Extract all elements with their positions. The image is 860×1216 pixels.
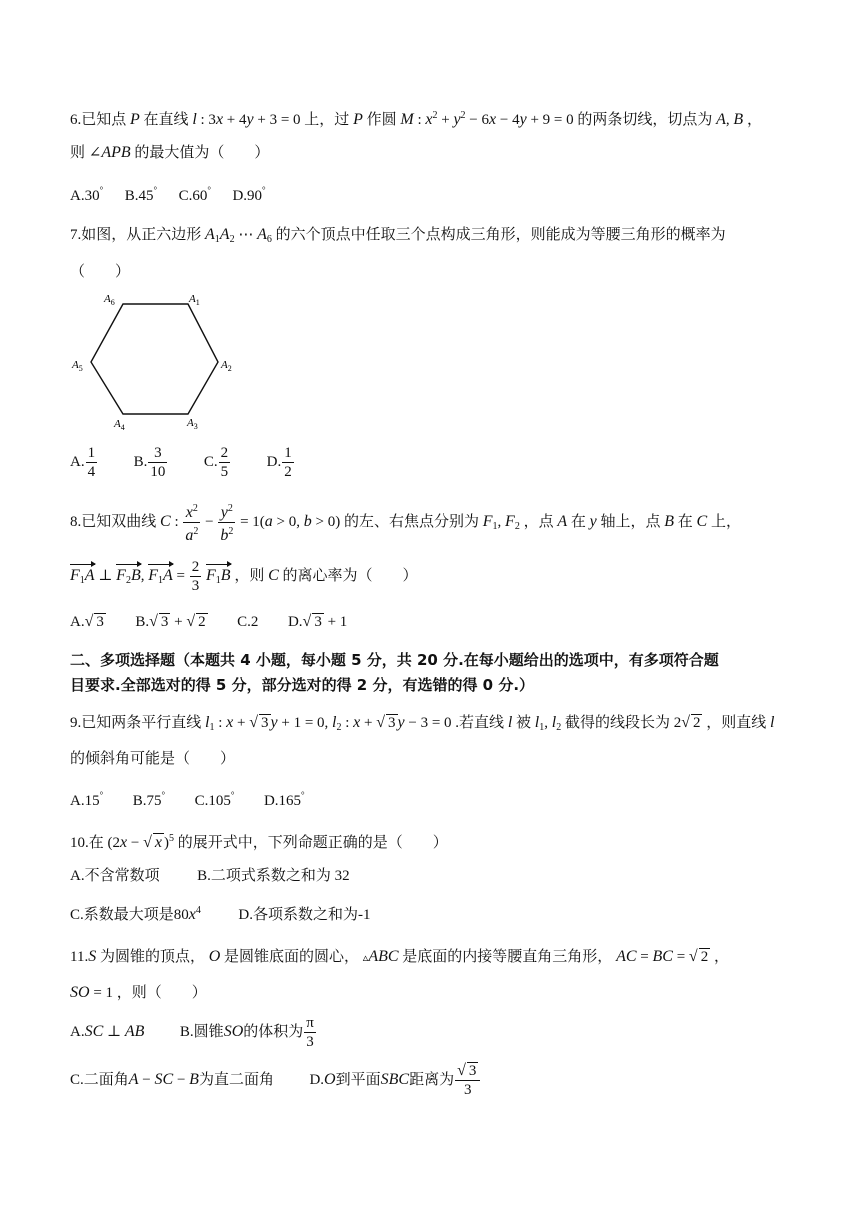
q10-option-a: A.不含常数项 <box>70 868 160 884</box>
q6-option-a: A.30° <box>70 185 104 204</box>
section-2-heading-cont: 目要求.全部选对的得 5 分，部分选对的得 2 分，有选错的得 0 分.） <box>70 676 535 694</box>
q11-option-b: B.圆锥SO的体积为 $\frac{\pi}{3}$ <box>179 1015 314 1050</box>
q7-option-b: B. $\frac{3}{10}$ <box>133 445 166 480</box>
q10-option-c: C.系数最大项是$80x^4$ <box>70 905 201 923</box>
q8-options <box>70 612 347 632</box>
q11-stem: 11.S 为圆锥的顶点， O 是圆锥底面的圆心， ▵ABC 是底面的内接等腰直角三角形， AC = BC = √ 2 ， <box>70 948 729 965</box>
vertex-a1-label: $A_1$ <box>189 293 200 307</box>
q11-option-a: A.SC ⊥ AB <box>70 1022 145 1040</box>
q11-stem-cont: SO = 1 ，则（ ） <box>70 984 207 1001</box>
q10-option-d: D.各项系数之和为-1 <box>238 907 371 923</box>
q7-options <box>70 444 295 481</box>
vertex-a5-label: $A_5$ <box>72 359 83 373</box>
q9-stem-cont: 的倾斜角可能是（ ） <box>70 751 236 767</box>
q8-option-b: B.√ 3 + √ 2 <box>135 613 206 630</box>
q10-options-row1 <box>70 866 350 886</box>
q8-stem: 8.已知双曲线 C : $\frac{x^2}{a^2}$ − $\frac{y^2}{b^2}$ = 1(a > 0, b > 0) 的左、右焦点分别为 $F_1$, $F_2$ ，点 A 在 y 轴上，点 B 在 C 上， <box>70 500 741 545</box>
hexagon-shape <box>91 304 218 414</box>
q6-options <box>70 180 266 206</box>
q7-option-c: C. $\frac{2}{5}$ <box>203 445 229 480</box>
q8-condition: $F_1A$ ⊥ $F_2B$, $F_1A$ = $\frac{2}{3}$ $F_1B$ ，则 C 的离心率为（ ） <box>70 559 418 594</box>
q7-stem: 7.如图，从正六边形 $A_1A_2$ ⋯ $A_6$ 的六个顶点中任取三个点构成三角形，则能成为等腰三角形的概率为 <box>70 226 726 245</box>
q8-option-a: A.√ 3 <box>70 613 104 630</box>
vertex-a2-label: $A_2$ <box>221 359 232 373</box>
q6-option-d: D.90° <box>232 185 266 204</box>
q10-options-row2 <box>70 901 370 925</box>
q9-option-d: D.165° <box>263 790 305 809</box>
q10-option-b: B.二项式系数之和为 32 <box>197 868 350 884</box>
q6-option-b: B.45° <box>124 185 158 204</box>
vertex-a3-label: $A_3$ <box>187 417 198 431</box>
q9-option-a: A.15° <box>70 790 104 809</box>
q9-option-c: C.105° <box>194 790 235 809</box>
q9-option-b: B.75° <box>132 790 166 809</box>
q8-option-c: C.2 <box>237 614 259 630</box>
q6-stem: 6.已知点 P 在直线 l : 3x + 4y + 3 = 0 上，过 P 作圆 M : $x^2 + y^2 - 6x - 4y + 9 = 0$ 的两条切线，切点为 A, B ， <box>70 110 762 128</box>
q7-option-d: D. $\frac{1}{2}$ <box>266 445 292 480</box>
q8-option-d: D.√ 3 + 1 <box>287 613 348 630</box>
q6-option-c: C.60° <box>178 185 211 204</box>
hexagon-figure <box>68 286 248 432</box>
vertex-a4-label: $A_4$ <box>114 418 125 432</box>
q6-stem-cont: 则 ∠APB 的最大值为（ ） <box>70 144 270 161</box>
q11-option-d: D.O到平面SBC距离为 $\frac{√ 3}{3}$ <box>309 1072 481 1088</box>
q9-options <box>70 785 305 811</box>
q9-stem: 9.已知两条平行直线 $l_1$ : x + √ 3 y + 1 = 0, $l_2$ : x + √ 3 y − 3 = 0 .若直线 l 被 $l_1$, $l_2$ 截得的线段长为 2√ 2 ，则直线 l <box>70 714 775 733</box>
q7-blank: （ ） <box>70 264 131 280</box>
q11-options-row1 <box>70 1014 317 1051</box>
q11-options-row2 <box>70 1062 481 1099</box>
q11-option-c: C.二面角A − SC − B为直二面角 <box>70 1070 274 1088</box>
section-2-heading: 二、多项选择题（本题共 4 小题，每小题 5 分，共 20 分.在每小题给出的选项中，有多项符合题 <box>70 651 719 669</box>
q7-option-a: A. $\frac{1}{4}$ <box>70 445 96 480</box>
vertex-a6-label: $A_6$ <box>104 293 115 307</box>
q10-stem: 10.在 (2x − √ x )$^5$ 的展开式中，下列命题正确的是（ ） <box>70 833 448 851</box>
